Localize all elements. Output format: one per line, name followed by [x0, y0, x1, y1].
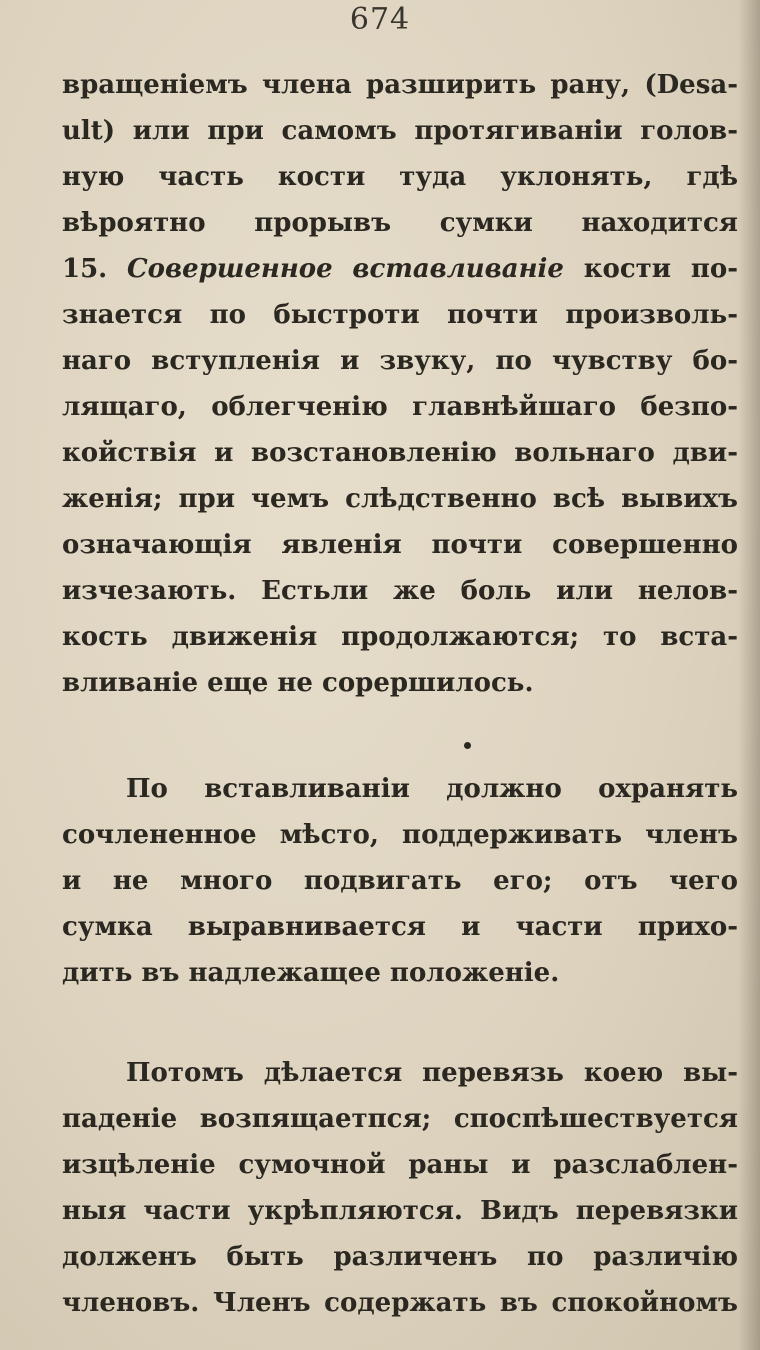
text-line: кость движенія продолжаются; то вста- [62, 622, 738, 652]
text-line: ную часть кости туда уклонять, гдѣ [62, 162, 738, 192]
text-line: лящаго, облегченію главнѣйшаго безпо- [62, 392, 738, 422]
text-line: означающія явленія почти совершенно [62, 530, 738, 560]
text-line: знается по быстроти почти произволь- [62, 300, 738, 330]
paragraph-1 [62, 62, 738, 706]
text-line: койствія и возстановленію вольнаго дви- [62, 438, 738, 468]
text-line: ныя части укрѣпляются. Видъ перевязки [62, 1196, 738, 1226]
section-line-continuation: кости по- [563, 254, 738, 284]
paragraph-2 [62, 766, 738, 996]
text-line: сочлененное мѣсто, поддерживать членъ [62, 820, 738, 850]
text-line: изцѣленіе сумочной раны и разслаблен- [62, 1150, 738, 1180]
text-line: женія; при чемъ слѣдственно всѣ вывихъ [62, 484, 738, 514]
text-line: вращеніемъ члена разширить рану, (Desa- [62, 70, 738, 100]
text-line: вѣроятно прорывъ сумки находится [62, 208, 738, 238]
page-edge-shadow [738, 0, 760, 1350]
text-line: сумка выравнивается и части прихо- [62, 912, 738, 942]
text-line: наго вступленія и звуку, по чувству бо- [62, 346, 738, 376]
text-line: долженъ быть различенъ по различію [62, 1242, 738, 1272]
section-number: 15. [62, 254, 127, 284]
page-number: 674 [349, 2, 411, 37]
text-line: членовъ. Членъ содержать въ спокойномъ [62, 1288, 738, 1318]
paragraph-3 [62, 1050, 738, 1326]
text-line: Потомъ дѣлается перевязь коею вы- [126, 1058, 738, 1088]
text-line: ult) или при самомъ протягиваніи голов- [62, 116, 738, 146]
section-italic-term: Совершенное вставливаніе [126, 254, 564, 284]
text-line-section-15 [62, 246, 738, 292]
text-line: изчезають. Естьли же боль или нелов- [62, 576, 738, 606]
separator-dot [464, 742, 471, 749]
text-line: По вставливаніи должно охранять [126, 774, 738, 804]
text-line: и не много подвигать его; отъ чего [62, 866, 738, 896]
text-line: паденіе возпящаетпся; споспѣшествуется [62, 1104, 738, 1134]
text-line: вливаніе еще не сорершилось. [62, 668, 534, 698]
text-line: дить въ надлежащее положеніе. [62, 958, 560, 988]
